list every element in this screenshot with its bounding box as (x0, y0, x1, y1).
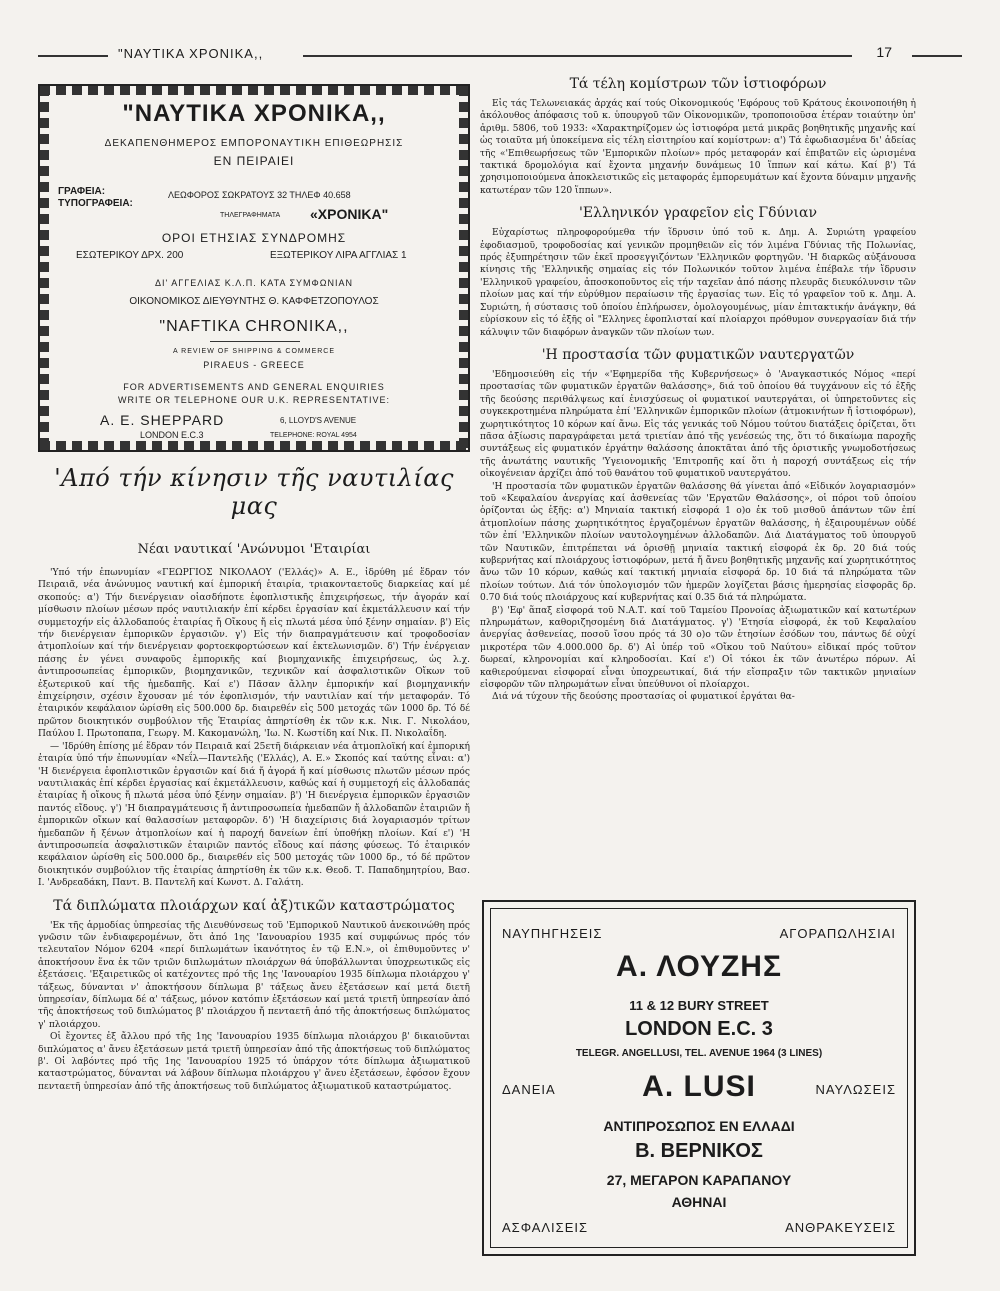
ad-service-chartering: ΝΑΥΛΩΣΕΙΣ (815, 1082, 896, 1097)
ads-line: ΔΙ' ΑΓΓΕΛΙΑΣ Κ.Λ.Π. ΚΑΤΑ ΣΥΜΦΩΝΙΑΝ (155, 278, 353, 288)
running-title: "ΝΑΥΤΙΚΑ ΧΡΟΝΙΚΑ,, (118, 46, 264, 61)
director-line: ΟΙΚΟΝΟΜΙΚΟΣ ΔΙΕΥΘΥΝΤΗΣ Θ. ΚΑΦΦΕΤΖΟΠΟΥΛΟΣ (129, 296, 379, 307)
article-title-companies: Νέαι ναυτικαί 'Ανώνυμοι 'Εταιρίαι (137, 542, 371, 557)
masthead-subtitle: ΔΕΚΑΠΕΝΘΗΜΕΡΟΣ ΕΜΠΟΡΟΝΑΥΤΙΚΗ ΕΠΙΘΕΩΡΗΣΙΣ (104, 138, 404, 149)
english-title: "NAFTIKA CHRONIKA,, (159, 318, 349, 335)
article-title-diplomas: Τά διπλώματα πλοιάρχων καί ἀξ)τικῶν καταστρώματος (53, 897, 455, 914)
border-dashes (459, 86, 468, 450)
office-address: ΛΕΩΦΟΡΟΣ ΣΩΚΡΑΤΟΥΣ 32 ΤΗΛΕΦ 40.658 (168, 190, 351, 200)
article-paragraph: 'Εκ τῆς ἁρμοδίας ὑπηρεσίας τῆς Διευθύνσεως τοῦ 'Εμπορικοῦ Ναυτικοῦ ἀνεκοινώθη πρός γνῶσιν τῶν ἐνδιαφερομένων, ὅτι ἀπό 1ης 'Ιανουαρίου 1935 καί συμφώνως πρός τόν τελευταῖον Νόμον 6204 «περί διπλωμάτων ἱκανότητος ἐν τῷ Ε.Ν.», οἱ ἐπιθυμοῦντες ν' ἀποκτήσουν ἕνα ἐκ τῶν τριῶν διπλωμάτων πλοιάρχων θά ὑποβάλλωνται ὑποχρεωτικῶς εἰς ἐξετάσεις. 'Εξαιρετικῶς οἱ κατέχοντες πρό τῆς 1ης 'Ιανουαρίου 1935 δίπλωμα πλοιάρχου γ' τάξεως, δύνανται ν' ἀποκτήσουν δίπλωμα β' τάξεως ἄνευ ἐξετάσεων καί μετά διετῆ ὑπηρεσίαν, δίπλωμα δέ α' τάξεως, μόνον κατόπιν ἐξετάσεων καί μετά τριετῆ ὑπηρεσίαν ἀπό τῆς ἀποκτήσεως τοῦ διπλώματος β' πλοιάρχου ἤ πενταετῆ ἀπό τῆς ἀποκτήσεως διπλώματος γ' πλοιάρχου. (38, 920, 470, 1030)
section-heading: 'Από τήν κίνησιν τῆς ναυτιλίας μας (54, 464, 454, 520)
ad-representative-name: Β. ΒΕΡΝΙΚΟΣ (635, 1140, 763, 1162)
header-rule-middle (303, 55, 852, 57)
enquiries-line-2: WRITE OR TELEPHONE OUR U.K. REPRESENTATIVE: (117, 395, 391, 405)
representative-name: A. E. SHEPPARD (100, 412, 225, 428)
ad-representative-label: ΑΝΤΙΠΡΟΣΩΠΟΣ ΕΝ ΕΛΛΑΔΙ (603, 1118, 795, 1134)
border-dashes (40, 86, 468, 95)
ad-service-shipbuilding: ΝΑΥΠΗΓΗΣΕΙΣ (502, 926, 603, 941)
page-number: 17 (876, 44, 892, 60)
article-paragraph: Εἰς τάς Τελωνειακάς ἀρχάς καί τούς Οἰκονομικούς 'Εφόρους τοῦ Κράτους ἐκοινοποιήθη ἡ ἀκόλουθος ἀπόφασις τοῦ κ. ὑπουργοῦ τῶν Οἰκονομικῶν, τροποποιοῦσα ἑτέραν τοιαύτην ὑπ' ἀριθμ. 5806, τοῦ 1933: «Χαρακτηρίζομεν ὡς ἱστιοφόρα μετά μικρᾶς βοηθητικῆς μηχανῆς καί ὡς τοιαῦτα μή ὑποκείμενα εἰς τέλη εἰσιτηρίου καί κομίστρων: α') Τά ἐφωδιασμένα δι' ἀδείας τῆς «'Επιθεωρήσεως τῶν 'Εμπορικῶν πλοίων» πρός μεταφοράν καί ἐπιβατῶν εἰς ὡρισμένα τακτικά δρομολόγια καί ἔχοντα μηχανήν δυνάμεως 10 ἵππων καί κάτω. Καί β') Τά χρησιμοποιούμενα ἀποκλειστικῶς εἰς μεταφοράς ἐμπορευμάτων καί ἔχοντα δύναμιν μηχανῆς κατωτέραν τῶν 120 ἵππων». (480, 99, 916, 196)
representative-city: LONDON E.C.3 (140, 430, 204, 440)
subscription-terms: ΟΡΟΙ ΕΤΗΣΙΑΣ ΣΥΝΔΡΟΜΗΣ (161, 231, 347, 245)
enquiries-line-1: FOR ADVERTISEMENTS AND GENERAL ENQUIRIES (123, 382, 385, 392)
representative-phone: TELEPHONE: ROYAL 4954 (270, 432, 357, 439)
ad-service-sales: ΑΓΟΡΑΠΩΛΗΣΙΑΙ (779, 926, 896, 941)
ad-telegraph: TELEGR. ANGELLUSI, TEL. AVENUE 1964 (3 LINES) (575, 1048, 823, 1059)
price-abroad: ΕΞΩΤΕΡΙΚΟΥ ΛΙΡΑ ΑΓΓΛΙΑΣ 1 (270, 250, 407, 261)
ad-company-name-latin: A. LUSI (642, 1070, 756, 1103)
header-rule-right (912, 55, 962, 57)
article-paragraph: Διά νά τύχουν τῆς δεούσης προστασίας οἱ φυματικοί ἐργάται θα- (492, 692, 795, 703)
masthead-title: "ΝΑΥΤΙΚΑ ΧΡΟΝΙΚΑ,, (122, 100, 386, 127)
offices-label: ΓΡΑΦΕΙΑ: (58, 186, 106, 197)
price-domestic: ΕΣΩΤΕΡΙΚΟΥ ΔΡΧ. 200 (76, 250, 184, 261)
representative-street: 6, LLOYD'S AVENUE (280, 416, 357, 425)
ad-address: 11 & 12 BURY STREET (629, 998, 769, 1013)
ad-company-name-greek: Α. ΛΟΥΖΗΣ (616, 950, 782, 983)
ad-city: LONDON E.C. 3 (625, 1018, 773, 1040)
ad-service-coal: ΑΝΘΡΑΚΕΥΣΕΙΣ (785, 1220, 896, 1235)
masthead-location: ΕΝ ΠΕΙΡΑΙΕΙ (213, 154, 295, 168)
border-dashes (40, 86, 49, 450)
page-header (38, 44, 962, 64)
article-title-protection: 'Η προστασία τῶν φυματικῶν ναυτεργατῶν (541, 346, 855, 363)
article-paragraph: Οἱ ἔχοντες ἐξ ἄλλου πρό τῆς 1ης 'Ιανουαρίου 1935 δίπλωμα πλοιάρχου β' δικαιοῦνται διπλώματος α' ἄνευ ἐξετάσεων μετά τριετῆ ὑπηρεσίαν ἀπό τῆς ἀποκτήσεως τοῦ διπλώματος β'. Οἱ λαβόντες πρό τῆς 1ης 'Ιανουαρίου 1925 τό ὑπάρχον τότε δίπλωμα ἀξιωματικοῦ καταστρώματος, δύνανται νά λάβουν δίπλωμα πλοιάρχου γ' ἄνευ ἐξετάσεων, ἐφόσον ἔχουν πενταετῆ ὑπηρεσίαν ἀπό τῆς ἀποκτήσεως τοῦ διπλώματος ἀξιωματικοῦ καταστρώματος. (38, 1032, 470, 1092)
article-paragraph: 'Εδημοσιεύθη εἰς τήν «'Εφημερίδα τῆς Κυβερνήσεως» ὁ 'Αναγκαστικός Νόμος «περί προστασίας τῶν φυματικῶν ἐργατῶν θαλάσσης», διά τοῦ ὁποίου θά τυγχάνουν εἰς τό ἑξῆς τῆς δεούσης περιθάλψεως καί ἐνισχύσεως οἱ φυματικοί ναυτεργάται, οἱ ὑπηρετοῦντες εἰς συγκεκροτημένα πληρώματα ἐπί 'Ελληνικῶν ἐμπορικῶν πλοίων (ἀτμοκινήτων ἤ ἱστιοφόρων), χωρητικότητος 10 κόρων καί ἄνω. Εἰς τάς γενικάς τοῦ Νόμου τούτου διατάξεις ὁρίζεται, ὅτι πᾶσα ἀξίωσις παραγράφεται μετά τριετίαν ἀπό τῆς γενέσεώς της, ὅτι τό δικαίωμα παροχῆς συντάξεως εἰς φυματικόν ἐργάτην θαλάσσης ἀποκτᾶται ἀπό τῆς ὁριστικῆς γνωμοδοτήσεως τῆς ἁνωτάτης ναυτικῆς 'Υγειονομικῆς 'Επιτροπῆς καί ὅτι ἡ παροχή συντάξεως εἰς τήν οἰκογένειαν ἀρχίζει ἀπό τοῦ θανάτου τοῦ φυματικοῦ ναυτεργάτου. (480, 369, 916, 480)
telegraph-address: «ΧΡΟΝΙΚΑ" (310, 206, 389, 222)
title-underline (210, 341, 300, 342)
ad-representative-address: 27, ΜΕΓΑΡΟΝ ΚΑΡΑΠΑΝΟΥ (606, 1172, 792, 1188)
article-paragraph: — 'Ιδρύθη ἐπίσης μέ ἕδραν τόν Πειραιᾶ καί 25ετῆ διάρκειαν νέα ἀτμοπλοϊκή καί ἐμπορική ἑταιρία ὑπό τήν ἐπωνυμίαν «Νεΐλ—Παντελῆς ('Ελλάς), Α. Ε.» Σκοπός καί ταύτης εἶναι: α') 'Η διενέργεια ἐφοπλιστικῶν ἐργασιῶν καί διά ἤ ἀγορά ἤ καί μίσθωσις πλωτῶν μέσων πρός ναυτιλιακάς ἐπί κέρδει ἐργασίας καί ἐκμετάλλευσιν, καθώς καί ἡ συμμετοχή εἰς ἀλλοδαπάς ἑταιρίας ἤ οἴκους ἤ πλωτά μέσα ὑπό ξένην σημαίαν. β') 'Η διενέργεια ἐμπορικῶν ἐργασιῶν παντός εἴδους. γ') 'Η διαπραγμάτευσις ἤ ἀντιπροσωπεία ἡμεδαπῶν ἤ ἀλλοδαπῶν ἑταιριῶν ἤ ἐμπορικῶν οἴκων καί θαλασσίων μεταφορῶν. δ') 'Η διαχείρισις διά λογαριασμόν τρίτων ἡμεδαπῶν ἤ ξένων ἀτμοπλοίων καί ἡ παροχή δανείων ἐπί ὑποθήκῃ πλοίων. Καί ε') 'Η ἀντιπροσωπεία ἀσφαλιστικῶν ἑταιριῶν παντός εἴδους καί πάσης φύσεως. Τό ἑταιρικόν κεφάλαιον ὡρίσθη εἰς 500.000 δρ., διαιρεθέν εἰς 500 μετοχάς τῶν 1000 δρ., τό δέ πρῶτον διοικητικόν συμβούλιον τῆς ἑταιρίας ἀπηρτίσθη ἐκ τῶν κ.κ. Θεοδ. Τ. Παπαδημητρίου, Βασ. Ι. 'Ανδρεαδάκη, Παντ. Β. Παντελῆ καί Κωνστ. Δ. Γαλάτη. (38, 741, 470, 889)
article-paragraph: Εὐχαρίστως πληροφορούμεθα τήν ἵδρυσιν ὑπό τοῦ κ. Δημ. Α. Συριώτη γραφείου ἐφοδιασμοῦ, τροφοδοσίας καί γενικῶν προμηθειῶν εἰς τόν λιμένα Γδύνιας τῆς Πολωνίας, πρός ἐξυπηρέτησιν τῶν ἐκεῖ προσεγγιζόντων 'Ελληνικῶν φορτηγῶν. 'Η διαρκῶς αὐξάνουσα κίνησις τῆς 'Ελληνικῆς σημαίας εἰς τόν Πολωνικόν τοῦτον λιμένα ἐπέβαλε τήν ἵδρυσιν 'Ελληνικοῦ γραφείου, ἀποσκοποῦντος εἰς τήν ταχεῖαν ἀπό πάσης πλευρᾶς διευκόλυνσιν τῶν πλοίων μας καί τήν εὐρύθμον περαίωσιν τῆς ἐργασίας των. Εἰς τό γραφεῖον τοῦ κ. Δημ. Α. Συριώτη, ἡ σύστασις τοῦ ὁποίου ἐπλήρωσεν, ὁμολογουμένως, μίαν ἐπιτακτικήν ἀνάγκην, θά εὑρίσκουν εἰς τό ἑξῆς οἱ "Ελληνες ἐφοπλισταί καί πλοίαρχοι πρόθυμον συνεργασίαν διά τήν κάλυψιν τῶν διαφόρων ἀναγκῶν τῶν πλοίων των. (480, 228, 916, 338)
english-city: PIRAEUS - GREECE (203, 360, 305, 370)
header-rule-left (38, 55, 108, 57)
article-title-fees: Τά τέλη κομίστρων τῶν ἱστιοφόρων (569, 76, 827, 92)
masthead-box (38, 84, 470, 452)
printing-label: ΤΥΠΟΓΡΑΦΕΙΑ: (58, 198, 133, 209)
border-dashes (40, 441, 468, 450)
telegraph-label: ΤΗΛΕΓΡΑΦΗΜΑΤΑ (220, 212, 281, 219)
left-column (38, 84, 470, 1093)
english-subtitle: A REVIEW OF SHIPPING & COMMERCE (172, 348, 336, 355)
ad-service-loans: ΔΑΝΕΙΑ (502, 1082, 556, 1097)
article-paragraph: 'Η προστασία τῶν φυματικῶν ἐργατῶν θαλάσσης θά γίνεται ἀπό «Εἰδικόν λογαριασμόν» τοῦ «Κεφαλαίου ἀνεργίας καί ἀσθενείας τῶν 'Εργατῶν Θαλάσσης», οἱ πόροι τοῦ ὁποίου ὁρίζονται ὡς ἑξῆς: α') Μηνιαία τακτική εἰσφορά 1 ο)ο ἐκ τοῦ μισθοῦ ἁπάντων τῶν ἐπί ἀτμοπλοίων πάσης χωρητικότητος ἐργαζομένων ἐργατῶν θαλάσσης, ἠ ἐξαιρουμένων οὐδέ τῶν ἐπί 'Ελληνικῶν πλοίων ναυτολογημένων ἀλλοδαπῶν. Διά Διατάγματος τοῦ ὑπουργοῦ τῶν Ναυτικῶν, ἐπιτρέπεται νά ὁρισθῇ μηνιαία τακτική εἰσφορά ἐκ δρ. 20 διά τούς κυβερνήτας καί πλοιάρχους ἱστιοφόρων, μετά ἤ ἄνευ βοηθητικῆς μηχανῆς καί χωρητικότητος ἄνω τῶν 10 κόρων, καθώς καί τακτική μηνιαία εἰσφορά δρ. 10 διά τά πληρώματα τῶν πλοίων τούτων. Διά τόν ὑπολογισμόν τῶν ἡμερῶν λογίζεται βάσις ἡμερησίας εἰσφορᾶς δρ. 0.70 διά τούς πλοιάρχους καί κυβερνήτας καί 0.35 διά τά πληρώματα. (480, 481, 916, 604)
article-paragraph: 'Υπό τήν ἐπωνυμίαν «ΓΕΩΡΓΙΟΣ ΝΙΚΟΛΑΟΥ ('Ελλάς)» Α. Ε., ἱδρύθη μέ ἕδραν τόν Πειραιᾶ, νέα ἀνώνυμος ναυτική καί ἐμπορική ἑταιρία, τριακονταετοῦς διαρκείας καί μέ σκοπούς: α') Τήν διενέργειαν οἱασδήποτε ἐφοπλιστικῆς ἐπιχειρήσεως, τήν ἀγοράν καί μίσθωσιν πλοίων μέσων πρός ναυτιλιακήν ἐπί κέρδει ἐργασίαν καί ἐκμετάλλευσιν καί τήν συμμετοχήν εἰς ἀλλοδαπούς ἑταιρίας ἤ Οἴκους ἤ εἰς πλωτά μέσα ὑπό ξένην σημαίαν. β') Εἰς τήν διενέργειαν ἐμπορικῶν ἐργασιῶν. γ') Εἰς τήν διαπραγμάτευσιν καί τροφοδοσίαν ἀτμοπλοίων καί τήν διενέργειαν φορτοεκφορτώσεων καί ἐκτελωνισμῶν. δ') Τήν ἐνέργειαν πάσης ἐν γένει συναφοῦς ἐμπορικῆς καί βιομηχανικῆς ἐπιχειρήσεως, ὡς λ.χ. ἀντιπροσωπείας ἐμπορικῶν, βιομηχανικῶν, τεχνικῶν καί ἀσφαλιστικῶν Οἴκων τοῦ ἐξωτερικοῦ καί τῆς ἡμεδαπῆς. Καί ε') Πᾶσαν ἄλλην ἐμπορικήν καί βιομηχανικήν ἐπιχείρησιν, σχέσιν ἔχουσαν μέ τόν ἐφοπλισμόν, τήν ναυτιλίαν καί τήν μεταφοράν. Τό ἑταιρικόν κεφάλαιον ὡρίσθη εἰς 500.000 δρ. διαιρεθέν εἰς 500 μετοχάς τῶν 1000 δρ. Τό δέ πρῶτον διοικητικόν συμβούλιον τῆς Ἑταιρίας ἀπηρτίσθη ἐκ τῶν κ.κ. Νικ. Γ. Νικολάου, Παύλου Ι. Πρωτοπαπα, Γεωργ. Μ. Κακομανώλη, 'Ιω. Ν. Κωστίδη καί Νικ. Π. Νικολαΐδη. (38, 568, 470, 740)
article-paragraph: β') 'Εφ' ἅπαξ εἰσφορά τοῦ Ν.Α.Τ. καί τοῦ Ταμείου Προνοίας ἀξιωματικῶν καί κατωτέρων πληρωμάτων, καθοριζησομένη διά Διατάγματος. γ') 'Ετησία εἰσφορά, ἐκ τοῦ Κεφαλαίου ἀνεργίας ἀσθενείας, ποσοῦ ἴσου πρός τά 30 ο)ο τῶν ἐτησίων ἐσόδων του, πάντως δέ οὐχί μικροτέρα τῶν 4.000.000 δρ. δ') Αἱ ὑπέρ τοῦ «Οἴκου τοῦ Ναύτου» εἰδικαί πρός τοῦτον δωρεαί, κληρονομίαι καί κληροδοσίαι. Καί ε') Οἱ τόκοι ἐκ τῶν ἀνωτέρω πόρων. Αἱ καθιερούμεναι εἰσφοραί εἶναι ὑποχρεωτικαί, διά τήν εἴσπραξιν τῶν τακτικῶν μηνιαίων εἰσφορῶν τῶν πληρωμάτων εἶναι ὑπεύθυνοι οἱ πλοίαρχοι. (480, 605, 916, 691)
ad-service-insurance: ΑΣΦΑΛΙΣΕΙΣ (502, 1220, 589, 1235)
ad-representative-city: ΑΘΗΝΑΙ (671, 1194, 727, 1210)
article-title-gdynia: 'Ελληνικόν γραφεῖον εἰς Γδύνιαν (579, 205, 817, 222)
advertisement-box (482, 900, 916, 1256)
right-column (480, 76, 916, 704)
